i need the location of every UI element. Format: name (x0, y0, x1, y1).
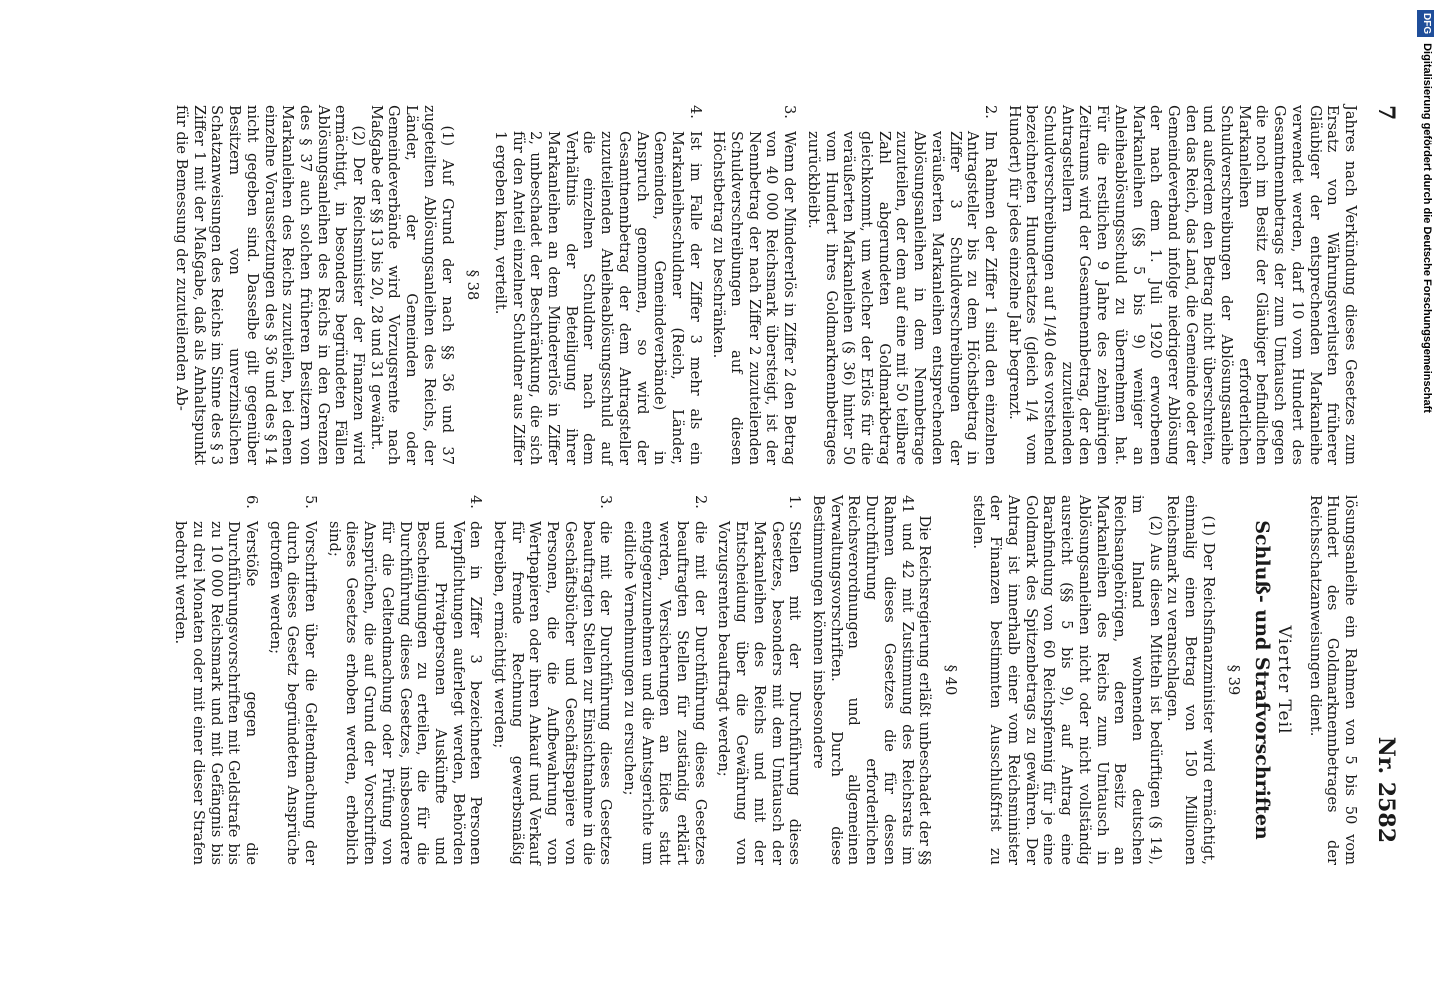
page-number: 7 (1373, 105, 1399, 121)
dfg-logo: DFG (1417, 10, 1434, 37)
section-heading: § 40 (941, 664, 959, 696)
list-item (620, 495, 709, 865)
paragraph: lösungsanleihe ein Rahmen von 5 bis 50 vom Hundert des Goldmarknennbetrages der Reichsschatzanweisungen dient. (1306, 495, 1359, 865)
item-number: 2. (691, 495, 709, 509)
digitization-credit: Digitalisierung gefördert durch die Deutsche Forschungsgemeinschaft (1421, 43, 1433, 413)
item-text: Ist im Falle der Ziffer 3 mehr als ein Markanleiheschuldner (Reich, Länder, Gemeinden, Gemeindeverbände) in Anspruch genommen, so wird der Gesamtnennbetrag der dem Antragsteller zuzuteilenden Anleiheablösungsschuld auf die einzelnen Schuldner nach dem Verhältnis der Beteiligung ihrer Markanleihen an dem Mindererlös in Ziffer 2, unbeschadet der Beschränkung, die sich für den Anteil einzelner Schuldner aus Ziffer 1 ergeben kann, verteilt. (491, 131, 704, 465)
paragraph: (2) Der Reichsminister der Finanzen wird ermächtigt, in besonders begründeten Fällen Ablösungsanleihen des Reichs in den Grenzen des § 37 auch solchen früheren Besitzern von Markanleihen des Reichs zuzuteilen, bei denen einzelne Voraussetzungen des § 36 und des § 14 nicht gegeben sind. Dasselbe gilt gegenüber Besitzern von unverzinslichen Schatzanweisungen des Reichs im Sinne des § 3 Ziffer 1 mit der Maßgabe, daß als Anhaltspunkt für die Bemessung der zuzuteilenden Ab- (173, 105, 368, 465)
list-item (171, 495, 260, 865)
part-subtitle: Schluß- und Strafvorschriften (1251, 520, 1274, 840)
item-number: 4. (467, 495, 485, 509)
item-number: 2. (981, 105, 999, 119)
list-item (715, 495, 804, 865)
section-heading: § 39 (1225, 664, 1243, 696)
paragraph: (2) Aus diesen Mitteln ist bedürftigen (§ 14), im Inland wohnenden deutschen Reichsangehörigen, deren Besitz an Markanleihen des Reichs zum Umtausch in Ablösungsanleihen nicht oder nicht vollständig ausreicht (§§ 5 bis 9), auf Antrag eine Barabfindung von 60 Reichspfennig für je eine Goldmark des Spitzenbetrags zu gewähren. Der Antrag ist innerhalb einer vom Reichsminister der Finanzen bestimmten Ausschlußfrist zu stellen. (969, 495, 1164, 865)
item-number: 6. (242, 495, 260, 509)
paragraph: Die Reichsregierung erläßt unbeschadet der §§ 41 und 42 mit Zustimmung des Reichsrats im Rahmen dieses Gesetzes die für dessen Durchführung erforderlichen Reichsverordnungen und allgemeinen Verwaltungsvorschriften. Durch diese Bestimmungen können insbesondere (810, 495, 934, 865)
part-title: Vierter Teil (1273, 625, 1294, 735)
section-heading: § 38 (464, 269, 482, 301)
item-text: Im Rahmen der Ziffer 1 sind den einzelnen Antragsteller bis zu dem Höchstbetrag in Ziffer 3 Schuldverschreibungen der veräußerten Markanleihen entsprechenden Ablösungsanleihen in dem Nennbetrage zuzuteilen, der dem auf eine mit 50 teilbare Zahl abgerundeten Goldmarkbetrag gleichkommt, um welcher der Erlös für die veräußerten Markanleihen (§ 36) hinter 50 vom Hundert ihres Goldmarknennbetrages zurückbleibt. (804, 131, 999, 465)
left-column (172, 105, 1359, 465)
digitization-note (1418, 10, 1434, 990)
list-item (491, 105, 703, 465)
item-text: den in Ziffer 3 bezeichneten Personen Verpflichtungen auferlegt werden, Behörden und Privatpersonen Auskünfte und Bescheinigungen zu erteilen, die für die Durchführung dieses Gesetzes, insbesondere für die Geltendmachung oder Prüfung von Ansprüchen, die auf Grund der Vorschriften dieses Gesetzes erhoben werden, erheblich sind; (325, 521, 485, 865)
item-text: Vorschriften über die Geltendmachung der durch dieses Gesetz begründeten Ansprüche getroffen werden; (266, 521, 320, 865)
item-text: Wenn der Mindererlös in Ziffer 2 den Betrag von 40 000 Reichsmark übersteigt, ist der Nennbetrag der nach Ziffer 2 zuzuteilenden Schuldverschreibungen auf diesen Höchstbetrag zu beschränken. (710, 131, 799, 465)
gazette-number: Nr. 2582 (1373, 736, 1399, 843)
right-column (165, 495, 1359, 865)
item-text: die mit der Durchführung dieses Gesetzes beauftragten Stellen zur Einsichtnahme in die Geschäftsbücher und Geschäftspapiere von Personen, die die Aufbewahrung von Wertpapieren oder ihren Ankauf und Verkauf für fremde Rechnung gewerbsmäßig betreiben, ermächtigt werden; (491, 521, 615, 865)
list-item (490, 495, 614, 865)
list-item (804, 105, 999, 465)
item-text: Stellen mit der Durchführung dieses Gesetzes, besonders mit dem Umtausch der Markanleihen des Reichs und mit der Entscheidung über die Gewährung von Vorzugsrenten beauftragt werden; (715, 521, 804, 865)
list-item (325, 495, 484, 865)
item-number: 1. (786, 495, 804, 509)
item-number: 4. (686, 105, 704, 119)
paragraph: (1) Auf Grund der nach §§ 36 und 37 zugeteilten Ablösungsanleihen des Reichs, der Länder, der Gemeinden oder Gemeindeverbände wird Vorzugsrente nach Maßgabe der §§ 13 bis 20, 28 und 31 gewährt. (367, 105, 456, 465)
item-text: Verstöße gegen die Durchführungsvorschriften mit Geldstrafe bis zu 10 000 Reichsmark und mit Gefängnis bis zu drei Monaten oder mit einer dieser Strafen bedroht werden. (172, 521, 260, 865)
item-number: 3. (597, 495, 615, 509)
paragraph: Jahres nach Verkündung dieses Gesetzes zum Ersatz von Währungsverlusten früherer Gläubiger der entsprechenden Markanleihe verwendet werden, darf 10 vom Hundert des Gesamtnennbetrags der zum Umtausch gegen die noch im Besitz der Gläubiger befindlichen Markanleihen erforderlichen Schuldverschreibungen der Ablösungsanleihe und außerdem den Betrag nicht überschreiten, den das Reich, das Land, die Gemeinde oder der Gemeindeverband infolge niedrigerer Ablösung der nach dem 1. Juli 1920 erworbenen Markanleihen (§§ 5 bis 9) weniger an Anleiheablösungsschuld zu übernehmen hat. Für die restlichen 9 Jahre des zehnjährigen Zeitraums wird der Gesamtnennbetrag, der den Antragstellern zuzuteilenden Schuldverschreibungen auf 1/40 des vorstehend bezeichneten Hundertsatzes (gleich 1/4 vom Hundert) für jedes einzelne Jahr begrenzt. (1005, 105, 1359, 465)
item-number: 3. (781, 105, 799, 119)
item-text: die mit der Durchführung dieses Gesetzes beauftragten Stellen für zuständig erklärt werden, Versicherungen an Eides statt entgegenzunehmen und die Amtsgerichte um eidliche Vernehmungen zu ersuchen; (620, 521, 709, 865)
text-columns (99, 105, 1359, 865)
list-item (266, 495, 319, 865)
rotated-page-content (99, 105, 1399, 885)
paragraph: (1) Der Reichsfinanzminister wird ermächtigt, einmalig einen Betrag von 150 Millionen Reichsmark zu veranschlagen. (1164, 495, 1217, 865)
page-header (1359, 105, 1399, 865)
item-number: 5. (302, 495, 320, 509)
list-item (710, 105, 799, 465)
